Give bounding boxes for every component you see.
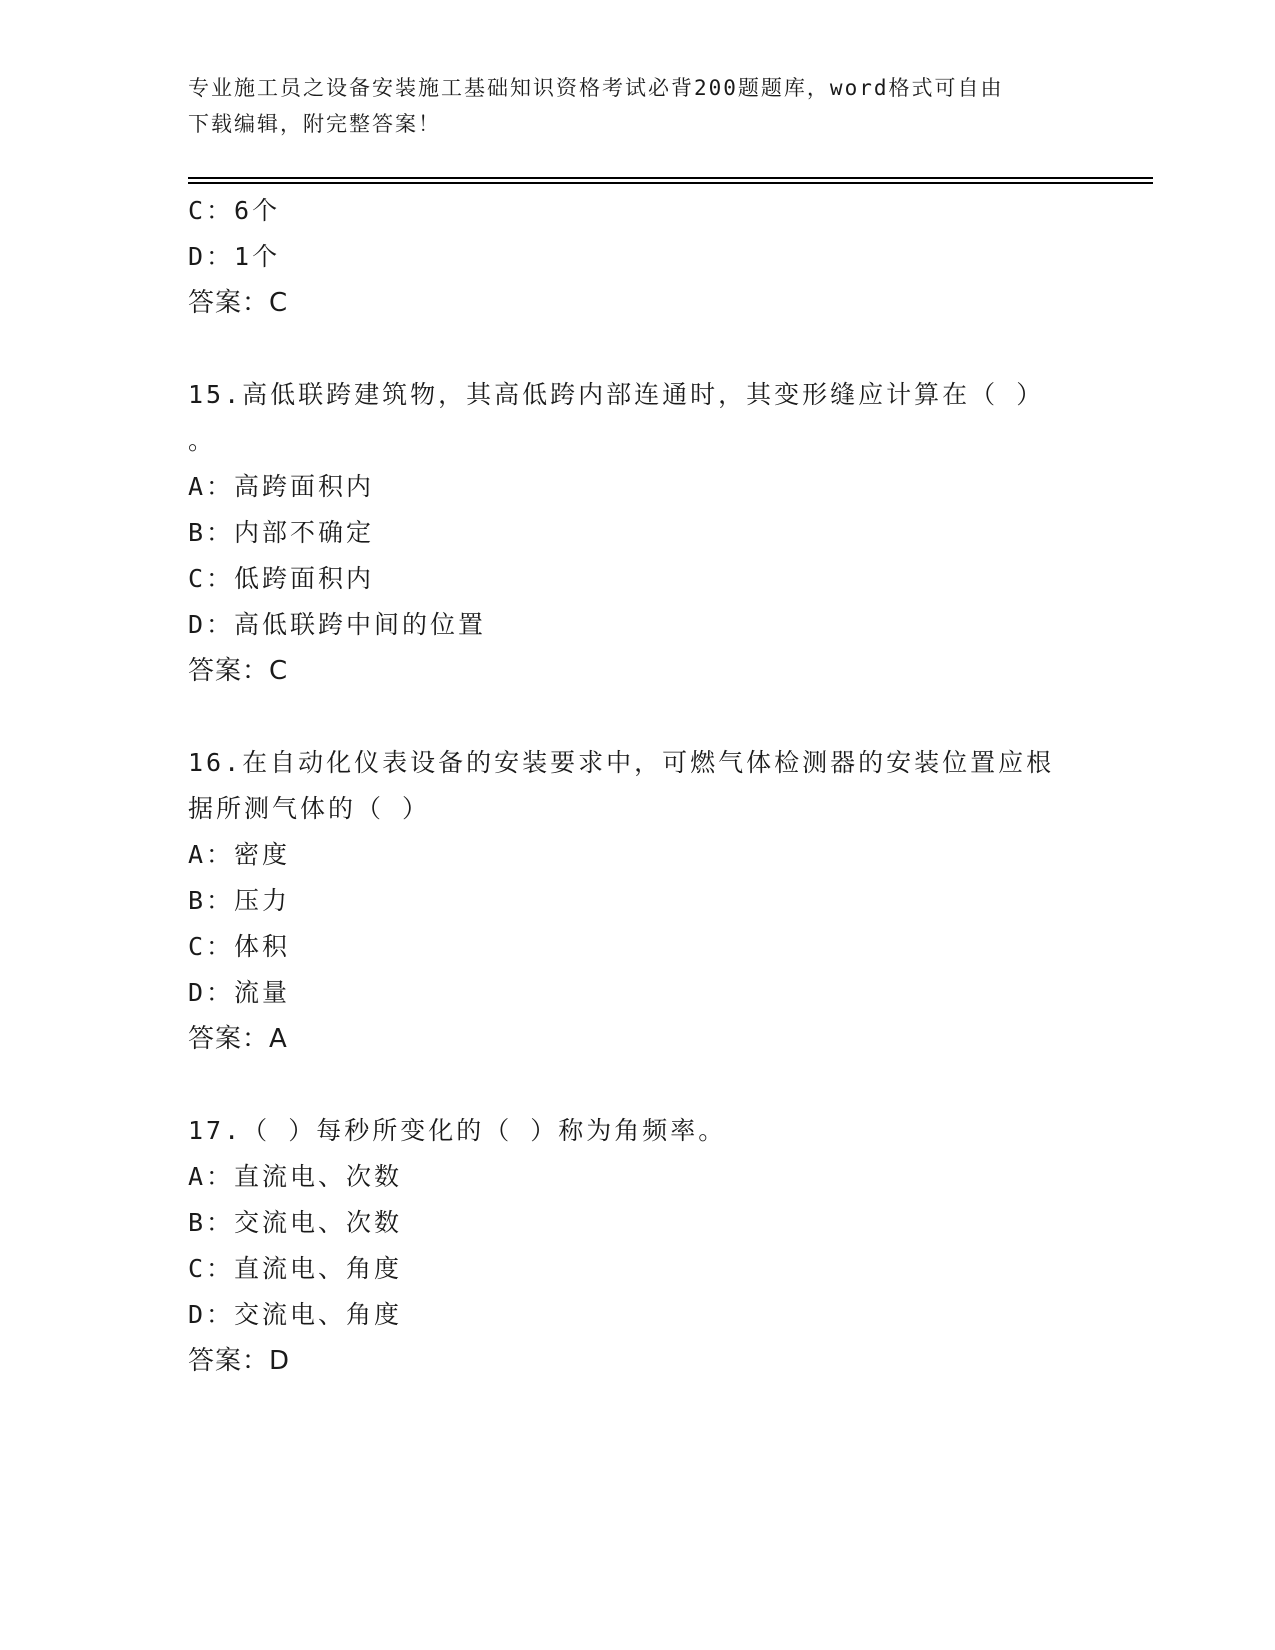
option-d: D：高低联跨中间的位置	[188, 610, 487, 639]
document-header	[188, 70, 1088, 142]
spacer	[188, 1062, 1088, 1108]
header-line-1: 专业施工员之设备安装施工基础知识资格考试必背200题题库，word格式可自由	[188, 76, 1004, 100]
header-divider-top	[188, 177, 1153, 179]
option-b: B：交流电、次数	[188, 1208, 403, 1237]
spacer	[188, 326, 1088, 372]
answer-line: 答案：A	[188, 1024, 288, 1054]
question-14-tail	[188, 188, 1088, 326]
question-16	[188, 740, 1088, 1062]
question-title-line-1: 17.（ ）每秒所变化的（ ）称为角频率。	[188, 1116, 727, 1145]
option-a: A：高跨面积内	[188, 472, 375, 501]
option-b: B：内部不确定	[188, 518, 375, 547]
question-title-line-1: 15.高低联跨建筑物，其高低跨内部连通时，其变形缝应计算在（ ）	[188, 380, 1045, 409]
question-list	[188, 188, 1088, 1384]
answer-line: 答案：D	[188, 1346, 291, 1376]
option-b: B：压力	[188, 886, 291, 915]
question-title-line-1: 16.在自动化仪表设备的安装要求中，可燃气体检测器的安装位置应根	[188, 748, 1055, 777]
option-d: D：交流电、角度	[188, 1300, 403, 1329]
answer-line: 答案：C	[188, 288, 289, 318]
option-a: A：直流电、次数	[188, 1162, 403, 1191]
option-c: C：体积	[188, 932, 291, 961]
spacer	[188, 694, 1088, 740]
answer-line: 答案：C	[188, 656, 289, 686]
question-15	[188, 372, 1088, 694]
question-17	[188, 1108, 1088, 1384]
option-c: C：6个	[188, 196, 281, 225]
question-title-line-2: 。	[188, 426, 217, 455]
header-divider-bottom	[188, 182, 1153, 184]
question-title-line-2: 据所测气体的（ ）	[188, 794, 431, 823]
option-d: D：流量	[188, 978, 291, 1007]
option-d: D：1个	[188, 242, 281, 271]
option-a: A：密度	[188, 840, 291, 869]
option-c: C：低跨面积内	[188, 564, 375, 593]
header-line-2: 下载编辑，附完整答案！	[188, 112, 441, 136]
option-c: C：直流电、角度	[188, 1254, 403, 1283]
